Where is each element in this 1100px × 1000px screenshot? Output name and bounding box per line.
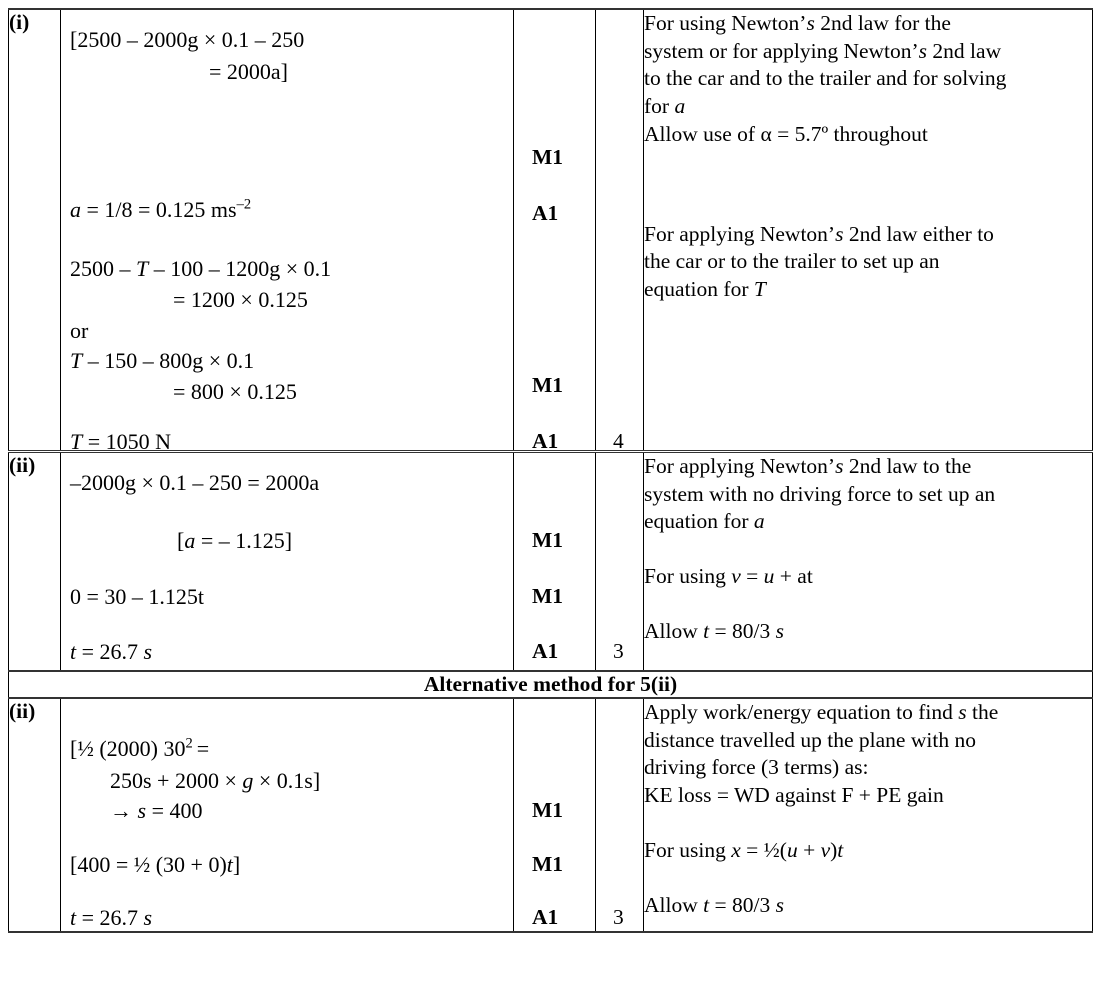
- working-line: t = 26.7 s: [70, 905, 153, 930]
- mark-cell-i: [514, 9, 596, 452]
- note-spacer: [644, 810, 1092, 837]
- table-row: [9, 698, 1093, 932]
- mark-scheme-table: [8, 8, 1093, 933]
- note-line: For using Newton’s 2nd law for the: [644, 11, 951, 35]
- alternative-method-label: Alternative method for 5(ii): [423, 672, 678, 696]
- working-line: T = 1050 N: [70, 429, 172, 454]
- note-line: driving force (3 terms) as:: [644, 755, 869, 780]
- note-spacer: [644, 865, 1092, 892]
- part-label-i: [9, 9, 61, 452]
- notes-cell-i: [644, 9, 1093, 452]
- part-label-text: (ii): [9, 453, 36, 477]
- table-row: [9, 452, 1093, 672]
- working-line: 2500 – T – 100 – 1200g × 0.1: [70, 256, 332, 281]
- working-cell-i: [61, 9, 514, 452]
- working-line: [400 = ½ (30 + 0)t]: [70, 852, 241, 877]
- note-line: equation for a: [644, 509, 765, 534]
- mark-code: M1: [532, 373, 564, 397]
- note-line: system or for applying Newton’s 2nd law: [644, 38, 1002, 63]
- note-line: For applying Newton’s 2nd law either to: [644, 221, 994, 246]
- notes-cell-ii-alt: [644, 698, 1093, 932]
- alternative-method-row: [9, 671, 1093, 698]
- part-label-text: (ii): [9, 699, 36, 723]
- note-line: For using v = u + at: [644, 564, 813, 589]
- note-spacer: [644, 149, 1092, 221]
- notes-cell-ii: [644, 452, 1093, 672]
- working-line: –2000g × 0.1 – 250 = 2000a: [70, 470, 320, 495]
- total-marks: 3: [613, 905, 624, 929]
- working-line: a = 1/8 = 0.125 $ms^{-2}$: [70, 196, 252, 222]
- working-line: → s = 400: [110, 798, 203, 823]
- note-line: the car or to the trailer to set up an: [644, 249, 940, 274]
- total-cell-ii: [596, 452, 644, 672]
- note-line: Allow use of α = 5.7º throughout: [644, 121, 928, 146]
- mark-code: M1: [532, 798, 564, 822]
- mark-code: A1: [532, 905, 559, 929]
- mark-cell-ii-alt: [514, 698, 596, 932]
- note-line: For applying Newton’s 2nd law to the: [644, 454, 972, 478]
- mark-code: M1: [532, 584, 564, 608]
- working-line: [2500 – 2000g × 0.1 – 250: [70, 27, 305, 52]
- alternative-method-banner: [9, 671, 1093, 698]
- note-line: Apply work/energy equation to find s the: [644, 700, 999, 724]
- working-line: or: [70, 318, 89, 343]
- total-cell-ii-alt: [596, 698, 644, 932]
- note-line: For using x = ½(u + v)t: [644, 837, 844, 862]
- working-line: t = 26.7 s: [70, 639, 153, 664]
- note-line: KE loss = WD against F + PE gain: [644, 783, 944, 808]
- note-line: for a: [644, 94, 686, 119]
- total-marks: 3: [613, 639, 624, 663]
- note-spacer: [644, 536, 1092, 563]
- part-label-ii: [9, 452, 61, 672]
- note-line: to the car and to the trailer and for solving: [644, 66, 1007, 91]
- working-line: 0 = 30 – 1.125t: [70, 584, 205, 609]
- mark-code: A1: [532, 201, 559, 225]
- note-line: equation for T: [644, 277, 766, 302]
- mark-cell-ii: [514, 452, 596, 672]
- mark-code: M1: [532, 145, 564, 169]
- note-line: Allow t = 80/3 s: [644, 892, 784, 917]
- note-line: Allow t = 80/3 s: [644, 618, 784, 643]
- mark-code: A1: [532, 429, 559, 453]
- part-label-text: (i): [9, 10, 30, 34]
- total-marks: 4: [613, 429, 624, 453]
- note-spacer: [644, 591, 1092, 618]
- working-line: [½ (2000) $30^2$ =: [70, 735, 210, 761]
- mark-code: M1: [532, 528, 564, 552]
- part-label-ii-alt: [9, 698, 61, 932]
- working-cell-ii-alt: [61, 698, 514, 932]
- working-line: T – 150 – 800g × 0.1: [70, 348, 255, 373]
- table-row: [9, 9, 1093, 452]
- working-line: [a = – 1.125]: [177, 528, 293, 553]
- working-line: 250s + 2000 × g × 0.1s]: [110, 768, 321, 793]
- working-line: = 800 × 0.125: [173, 379, 297, 404]
- working-cell-ii: [61, 452, 514, 672]
- working-line: = 2000a]: [209, 59, 288, 84]
- note-line: distance travelled up the plane with no: [644, 727, 976, 752]
- total-cell-i: [596, 9, 644, 452]
- note-line: system with no driving force to set up an: [644, 481, 996, 506]
- working-line: = 1200 × 0.125: [173, 287, 308, 312]
- mark-code: A1: [532, 639, 559, 663]
- mark-code: M1: [532, 852, 564, 876]
